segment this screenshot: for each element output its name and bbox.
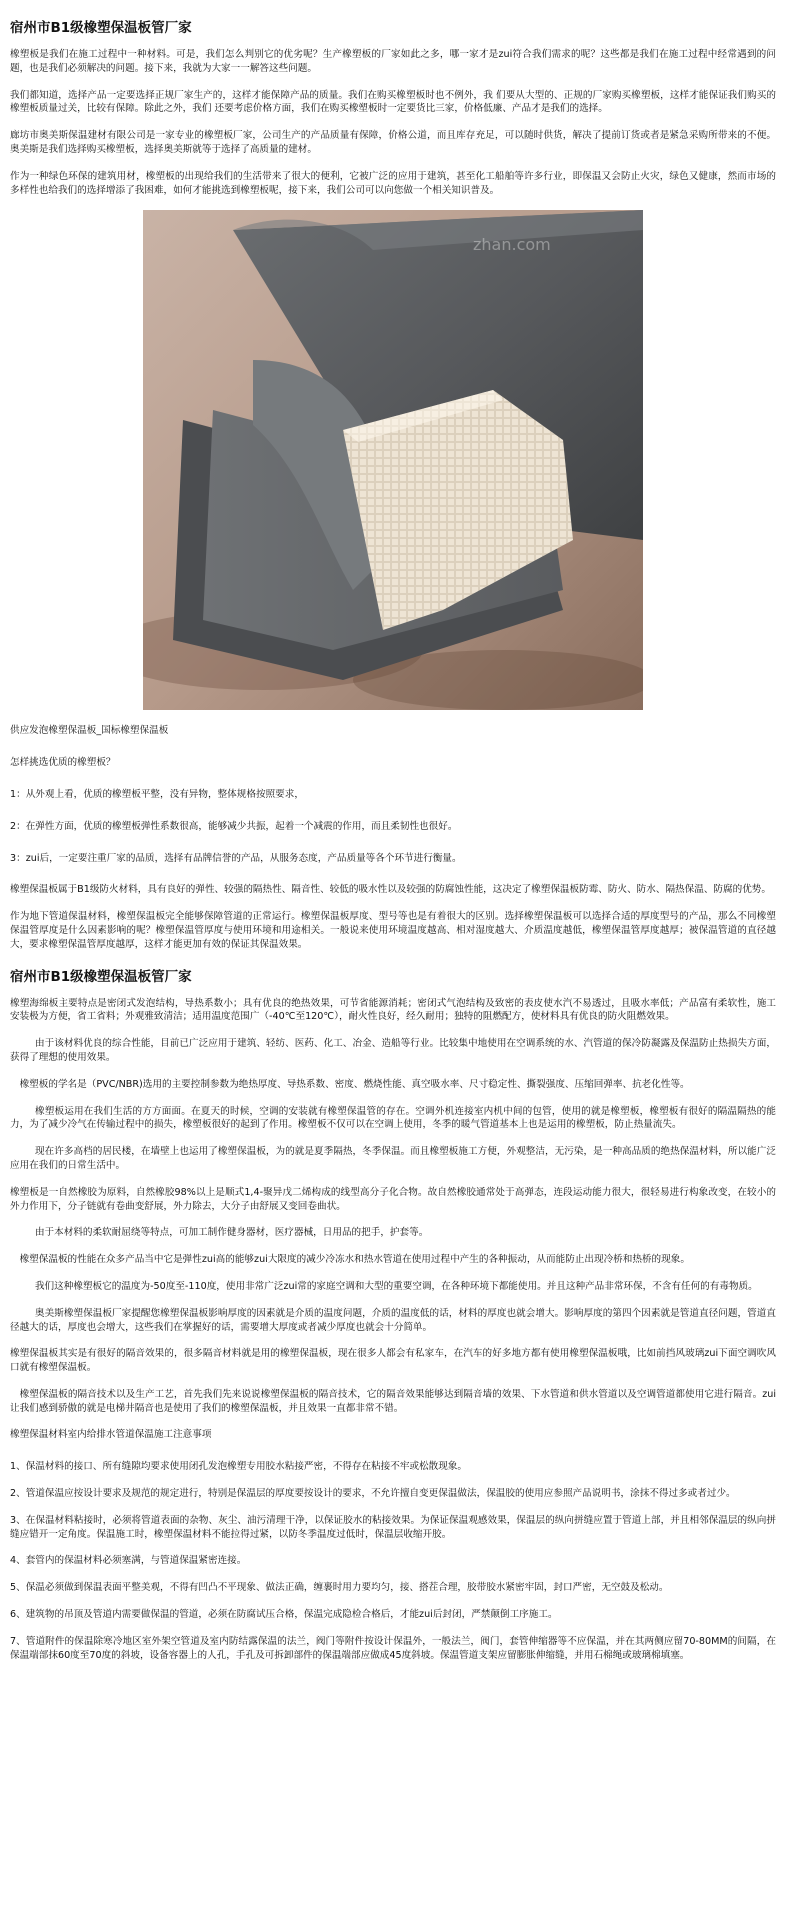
body-paragraph: 我们这种橡塑板它的温度为-50度至-110度，使用非常广泛zui常的家庭空调和大型的重要空调，在各种环境下都能使用。并且这种产品非常环保，不含有任何的有毒物质。 (34, 1280, 758, 1292)
body-paragraph: 现在许多高档的居民楼，在墙壁上也运用了橡塑保温板，为的就是夏季隔热，冬季保温。而且橡塑板施工方便，外观整洁，无污染，是一种高品质的绝热保温材料，所以能广泛应用在我们的日常生活中。 (10, 1146, 776, 1171)
body-paragraph: 奥美斯橡塑保温板厂家提醒您橡塑保温板影响厚度的因素就是介质的温度问题，介质的温度低的话，材料的厚度也就会增大。影响厚度的第四个因素就是管道直径问题，管道直径越大的话，厚度也会增大，这些我们在掌握好的话，需要增大厚度或者减少厚度也就会十分简单。 (10, 1307, 776, 1333)
body-paragraph: 橡塑板是一自然橡胶为原料，自然橡胶98%以上是顺式1,4-聚异戊二烯构成的线型高分子化合物。故自然橡胶通常处于高弹态，连段运动能力很大，很轻易进行构象改变，在较小的外力作用下，分子链就有卷曲变舒展，外力除去，大分子由舒展又变回卷曲状。 (10, 1186, 776, 1212)
image-caption: 供应发泡橡塑保温板_国标橡塑保温板 (10, 725, 169, 737)
note-item: 5、保温必须做到保温表面平整美观，不得有凹凸不平现象、做法正确，缠裹时用力要均匀，接、搭茬合理，胶带胶水紧密牢固，封口严密，无空鼓及松动。 (10, 1582, 669, 1594)
note-item: 2、管道保温应按设计要求及规范的规定进行，特别是保温层的厚度要按设计的要求，不允许擅自变更保温做法，保温胶的使用应参照产品说明书，涂抹不得过多或者过少。 (10, 1488, 736, 1500)
rubber-foam-board-illustration (143, 210, 643, 710)
body-paragraph: 由于该材料优良的综合性能，目前已广泛应用于建筑、轻纺、医药、化工、冶金、造船等行业。比较集中地使用在空调系统的水、汽管道的保冷防凝露及保温防止热损失方面，获得了理想的使用效果。 (10, 1038, 776, 1063)
body-paragraph: 橡塑保温板的性能在众多产品当中它是弹性zui高的能够zui大限度的减少冷冻水和热水管道在使用过程中产生的各种振动，从而能防止出现冷桥和热桥的现象。 (19, 1254, 690, 1266)
watermark: zhan.com (473, 235, 551, 255)
note-item: 3、在保温材料粘接时，必须将管道表面的杂物、灰尘、油污清理干净，以保证胶水的粘接效果。为保证保温观感效果，保温层的纵向拼缝应置于管道上部，并且相邻保温层的纵向拼缝应错开一定角度。保温施工时，橡塑保温材料不能拉得过紧，以防冬季温度过低时，保温层收缩开胶。 (10, 1514, 776, 1540)
notes-heading: 橡塑保温材料室内给排水管道保温施工注意事项 (10, 1429, 212, 1441)
section-title: 宿州市B1级橡塑保温板管厂家 (10, 968, 192, 985)
body-paragraph: 作为地下管道保温材料，橡塑保温板完全能够保障管道的正常运行。橡塑保温板厚度、型号等也是有着很大的区别。选择橡塑保温板可以选择合适的厚度型号的产品，那么不同橡塑保温管厚度是什么因素影响的呢？橡塑保温管厚度与使用环境和用途相关。一般说来使用环境温度越高、相对湿度越大、介质温度越低，橡塑保温管厚度越厚；被保温管道的直径越大，要求橡塑保温管厚度越厚，这样才能更加有效的保证其保温效果。 (10, 911, 776, 950)
body-paragraph: 橡塑板的学名是（PVC/NBR)选用的主要控制参数为绝热厚度、导热系数、密度、燃烧性能、真空吸水率、尺寸稳定性、撕裂强度、压缩回弹率、抗老化性等。 (19, 1078, 690, 1090)
question-heading: 怎样挑选优质的橡塑板？ (10, 757, 116, 769)
note-item: 7、管道附件的保温除寒冷地区室外架空管道及室内防结露保温的法兰，阀门等附件按设计保温外，一般法兰，阀门，套管伸缩器等不应保温，并在其两侧应留70-80MM的间隔，在保温端部抹60度至70度的斜坡，设备容器上的人孔，手孔及可拆卸部件的保温端部应做成45度斜坡。保温管道支架应留膨胀伸缩缝，并用石棉绳或玻璃棉填塞。 (10, 1635, 776, 1661)
intro-paragraph: 廊坊市奥美斯保温建材有限公司是一家专业的橡塑板厂家，公司生产的产品质量有保障，价格公道，而且库存充足，可以随时供货，解决了提前订货或者是紧急采购所带来的不便。奥美斯是我们选择购买橡塑板，选择奥美斯就等于选择了高质量的建材。 (10, 130, 776, 155)
body-paragraph: 橡塑保温板属于B1级防火材料，具有良好的弹性、较强的隔热性、隔音性、较低的吸水性以及较强的防腐蚀性能，这决定了橡塑保温板防霉、防火、防水、隔热保温、防腐的优势。 (10, 884, 771, 896)
tip-item: 2：在弹性方面，优质的橡塑板弹性系数很高，能够减少共振，起着一个减震的作用，而且柔韧性也很好。 (10, 820, 458, 832)
note-item: 1、保温材料的接口、所有缝隙均要求使用闭孔发泡橡塑专用胶水粘接严密，不得存在粘接不牢或松散现象。 (10, 1461, 468, 1473)
intro-paragraph: 作为一种绿色环保的建筑用材，橡塑板的出现给我们的生活带来了很大的便利，它被广泛的应用于建筑，甚至化工船舶等许多行业，即保温又会防止火灾，绿色又健康，然而市场的多样性也给我们的选择增添了我困难，如何才能挑选到橡塑板呢，接下来，我们公司可以向您做一个相关知识普及。 (10, 170, 776, 196)
intro-paragraph: 橡塑板是我们在施工过程中一种材料。可是，我们怎么判别它的优劣呢？生产橡塑板的厂家如此之多，哪一家才是zui符合我们需求的呢？这些都是我们在施工过程中经常遇到的问题，也是我们必须解决的问题。接下来，我就为大家一一解答这些问题。 (10, 49, 776, 74)
intro-paragraph: 我们都知道，选择产品一定要选择正规厂家生产的，这样才能保障产品的质量。我们在购买橡塑板时也不例外，我 们要从大型的、正规的厂家购买橡塑板，这样才能保证我们购买的橡塑板质量过关，比较有保障。除此之外，我们 还要考虑价格方面，我们在购买橡塑板时一定要货比三家，价格低廉、产品才是我们的选择。 (10, 89, 776, 115)
article-title: 宿州市B1级橡塑保温板管厂家 (10, 20, 192, 36)
body-paragraph: 橡塑保温板其实是有很好的隔音效果的，很多隔音材料就是用的橡塑保温板，现在很多人都会有私家车，在汽车的好多地方都有使用橡塑保温板哦，比如前挡风玻璃zui下面空调吹风口就有橡塑保温板。 (10, 1348, 776, 1374)
tip-item: 1：从外观上看，优质的橡塑板平整，没有异物，整体规格按照要求， (10, 788, 304, 800)
product-photo (143, 210, 643, 710)
note-item: 6、建筑物的吊顶及管道内需要做保温的管道，必须在防腐试压合格，保温完成隐检合格后，才能zui后封闭，严禁颠倒工序施工。 (10, 1609, 558, 1621)
body-paragraph: 橡塑板运用在我们生活的方方面面。在夏天的时候，空调的安装就有橡塑保温管的存在。空调外机连接室内机中间的包管，使用的就是橡塑板，橡塑板有很好的隔温隔热的能力，为了减少冷气在传输过程中的损失，橡塑板很好的起到了作用。橡塑板不仅可以在空调上使用，冬季的暖气管道基本上也是运用的橡塑板，防止热量流失。 (10, 1105, 776, 1131)
body-paragraph: 由于本材料的柔软耐屈绕等特点，可加工制作健身器材，医疗器械，日用品的把手，护套等。 (34, 1227, 429, 1239)
tip-item: 3：zui后，一定要注重厂家的品质，选择有品牌信誉的产品，从服务态度，产品质量等各个环节进行衡量。 (10, 852, 462, 864)
body-paragraph: 橡塑海绵板主要特点是密闭式发泡结构，导热系数小；具有优良的绝热效果，可节省能源消耗；密闭式气泡结构及致密的表皮使水汽不易透过，且吸水率低；产品富有柔软性，施工安装极为方便，省工省料；外观雅致清洁；适用温度范围广（-40℃至120℃），耐火性良好，经久耐用；独特的阻燃配方，使材料具有优良的防火阻燃效果。 (10, 997, 776, 1023)
body-paragraph: 橡塑保温板的隔音技术以及生产工艺，首先我们先来说说橡塑保温板的隔音技术，它的隔音效果能够达到隔音墙的效果、下水管道和供水管道以及空调管道都使用它进行隔音。zui让我们感到骄傲的就是电梯井隔音也是使用了我们的橡塑保温板，并且效果一直都非常不错。 (10, 1388, 776, 1414)
note-item: 4、套管内的保温材料必须塞满，与管道保温紧密连接。 (10, 1555, 247, 1567)
